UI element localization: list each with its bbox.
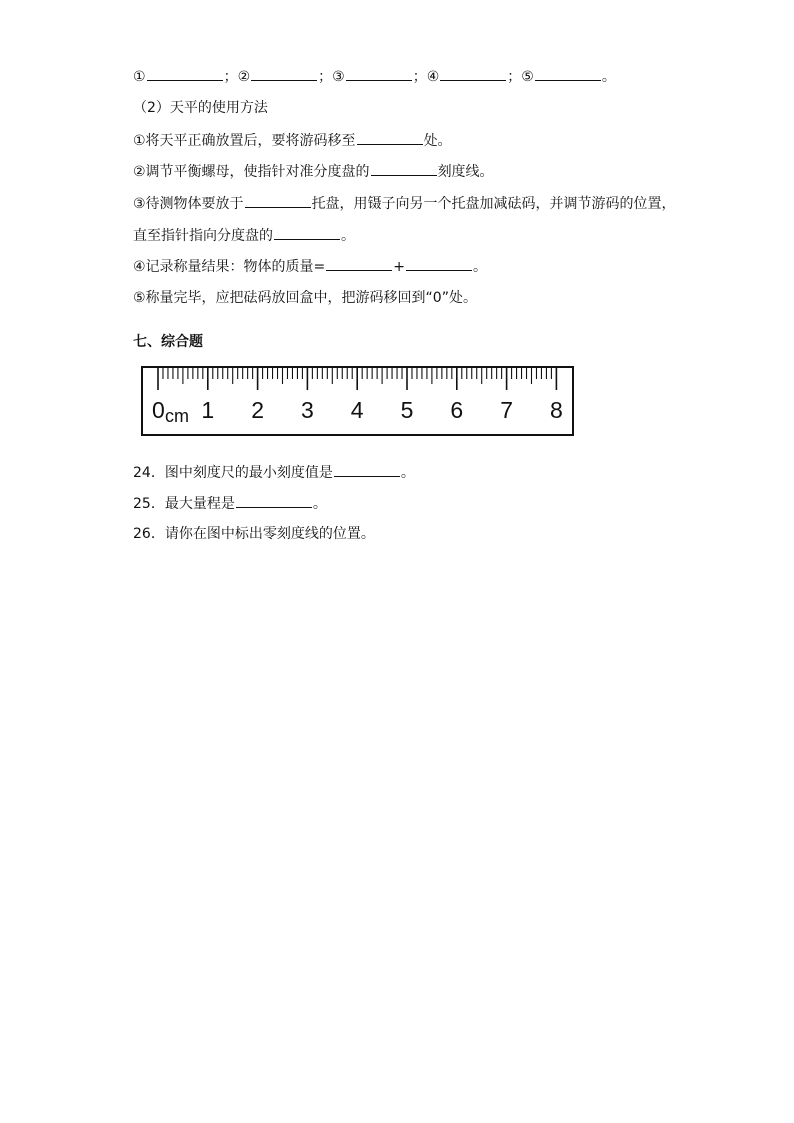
separator: ； (412, 69, 427, 85)
ruler-svg (141, 366, 574, 436)
balance-step-1 (133, 130, 452, 151)
ruler-number-label: 7 (500, 397, 513, 423)
separator: ； (318, 69, 333, 85)
step-text: ②调节平衡螺母，使指针对准分度盘的 (133, 164, 370, 180)
ruler-zero-label: 0 (152, 397, 165, 423)
question-24 (133, 462, 415, 483)
answer-blank-s3b[interactable] (274, 225, 340, 240)
ruler-number-label: 3 (301, 397, 314, 423)
answer-blank-q24[interactable] (334, 462, 400, 477)
section-heading: 七、综合题 (133, 334, 203, 350)
step-text: 。 (341, 228, 355, 244)
answer-blank-s1[interactable] (357, 130, 423, 145)
step-text: ③待测物体要放于 (133, 196, 244, 212)
marker-1: ① (133, 69, 146, 85)
answer-blank-5[interactable] (535, 66, 601, 81)
balance-title: （2）天平的使用方法 (133, 100, 268, 116)
ruler-number-label: 8 (550, 397, 563, 423)
question-text: 。 (400, 465, 415, 481)
question-text: 。 (312, 496, 327, 512)
marker-3: ③ (332, 69, 345, 85)
step-text: 处。 (423, 133, 452, 149)
marker-5: ⑤ (521, 69, 534, 85)
answer-blank-1[interactable] (147, 66, 223, 81)
answer-blank-3[interactable] (346, 66, 412, 81)
step-text: 托盘，用镊子向另一个托盘加减砝码，并调节游码的位置， (311, 196, 676, 212)
balance-step-5: ⑤称量完毕，应把砝码放回盒中，把游码移回到“0”处。 (133, 290, 477, 306)
marker-4: ④ (426, 69, 440, 85)
question-text: 25．最大量程是 (133, 496, 235, 512)
answer-blank-s3a[interactable] (245, 193, 311, 208)
ruler-number-label: 6 (450, 397, 464, 423)
answer-blank-2[interactable] (251, 66, 317, 81)
ruler-labels (152, 397, 563, 426)
step-text: 。 (473, 259, 488, 275)
balance-step-4 (133, 256, 487, 277)
plus-sign: + (393, 259, 406, 275)
marker-2: ② (237, 69, 251, 85)
ruler-number-label: 1 (201, 397, 215, 423)
separator: ； (223, 69, 238, 85)
ruler-number-label: 5 (400, 397, 414, 423)
balance-step-2 (133, 161, 494, 182)
blanks-row (133, 66, 616, 87)
period: 。 (601, 69, 616, 85)
answer-blank-s4a[interactable] (326, 256, 392, 271)
answer-blank-4[interactable] (440, 66, 506, 81)
ruler-figure (141, 366, 574, 436)
answer-blank-s4b[interactable] (406, 256, 472, 271)
ruler-unit-label: cm (165, 406, 189, 426)
question-25 (133, 493, 327, 514)
answer-blank-s2[interactable] (371, 161, 437, 176)
separator: ； (507, 69, 522, 85)
question-text: 24．图中刻度尺的最小刻度值是 (133, 465, 333, 481)
balance-step-3 (133, 193, 676, 214)
answer-blank-q25[interactable] (236, 493, 312, 508)
step-text: 直至指针指向分度盘的 (133, 228, 273, 244)
step-text: 刻度线。 (437, 164, 494, 180)
ruler-number-label: 4 (350, 397, 364, 423)
question-26: 26．请你在图中标出零刻度线的位置。 (133, 526, 375, 542)
step-text: ④记录称量结果：物体的质量= (133, 259, 326, 275)
ruler-number-label: 2 (251, 397, 264, 423)
balance-step-3-cont (133, 225, 355, 246)
step-text: ①将天平正确放置后，要将游码移至 (133, 133, 356, 149)
